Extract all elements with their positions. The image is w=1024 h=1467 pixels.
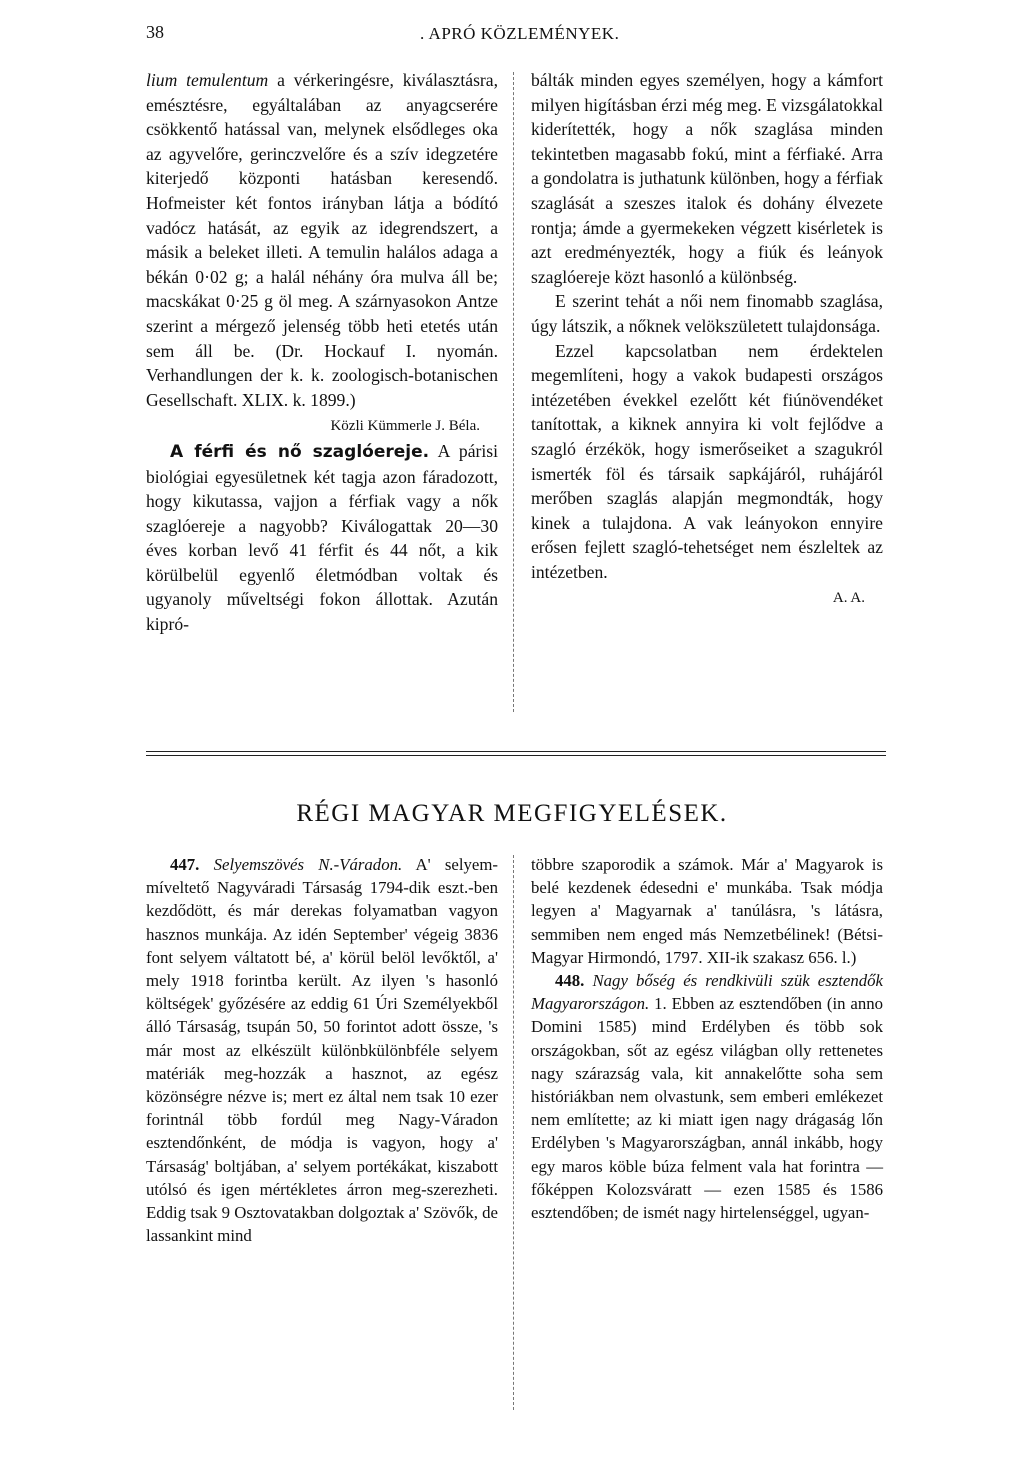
bottom-left-column [146, 853, 498, 1247]
signature: Közli Kümmerle J. Béla. [330, 418, 480, 435]
paragraph: bálták minden egyes személyen, hogy a kámfort milyen higításban érzi még meg. E vizsgálatokkal kiderítették, hogy a nők szaglása minden tekintetben magasabb fokú, mint a férfiaké. Arra a gondolatra is juthatunk különben, hogy a férfiak szaglását a szeszes italok és dohány élvezete rontja; ámde a gyermekeken végzett kisérletek is azt eredményezték, hogy a fiúk és leányok szaglóereje közt hasonló a különbség. [531, 70, 883, 287]
entry-text: A' selyem-míveltető Nagyváradi Társaság 1794-dik eszt.-ben kezdődött, és már derekas folyamatban vagyon hasznos munkája. Az idén September' végeig 3836 font selyem váltatott bé, a' körül belöl levőktől, a' mely 1918 forintba került. Az ilyen 's hasonló költségek' győzésére az eddig 61 Úri Személyekből álló Társaság, tsupán 50, 50 forintot adott össze, 's már most az elkészült különbkülönbféle selyem matériák meg-hozzák a hasznot, az egész közönségre nézve is; mert ez által nem tsak 10 ezer forintnál több fordúl meg Nagy-Váradon esztendőnként, de módja is vagyon, hogy a' Társaság' boltjában, a' selyem portékákat, kiszabott utólsó és igen mértékletes árron meg-szerezheti. Eddig tsak 9 Osztovatakban dolgoztak a' Szövők, de lassankint mind [146, 855, 498, 1246]
paragraph-text: a vérkeringésre, kiválasztásra, emésztésre, egyáltalában az anyagcserére csökkentő hatással van, melynek elsődleges oka az agyvelőre, gerinczvelőre és a szív idegzetére kiterjedő központi hatásban keresendő. Hofmeister két fontos irányban látja a bódító vadócz hatását, az egyik az idegrendszert, a másik a beleket illeti. A temulin halálos adaga a békán 0·02 g; a halál néhány óra mulva áll be; macskákat 0·25 g öl meg. A szárnyasokon Antze szerint a mérgező jelenség több heti etetés után sem áll be. (Dr. Hockauf I. nyomán. Verhandlungen der k. k. zoologisch-botanischen Gesellschaft. XLIX. k. 1899.) [146, 70, 498, 410]
italic-term: lium temulentum [146, 70, 269, 90]
running-head: . APRÓ KÖZLEMÉNYEK. [420, 24, 620, 43]
section-rule [146, 751, 886, 752]
article-title: A férfi és nő szaglóereje. [170, 441, 430, 462]
paragraph: E szerint tehát a női nem finomabb szaglása, úgy látszik, a nőknek velökszületett tulajdonsága. [531, 291, 883, 336]
entry-text: 1. Ebben az esztendőben (in anno Domini 1585) mind Erdélyben és több sok országokban, sőt az egész világban olly rettenetes nagy szárazság vala, kit annakelőtte soha sem históriákban nem olvastunk, sem emberi emlékezet nem említette; az ki miatt igen nagy drágaság lőn Erdélyben 's Magyarországban, annál inkább, hogy egy maros köble búza felment vala hat forintra — főképpen Kolozsváratt — ezen 1585 és 1586 esztendőben; de ismét nagy hirtelenséggel, ugyan- [531, 994, 883, 1223]
paragraph: Ezzel kapcsolatban nem érdektelen megemlíteni, hogy a vakok budapesti országos intézetében évekkel ezelőtt két fiúnövendéket tanítottak, a kiknek annyira ki volt fejlődve a szagló érzékök, hogy ismerőseiket a szagukról ismerték föl és társaik sapkájáról, ruhájáról merőben szaglás alapján megmondták, hogy kinek a tulajdona. A vak leányokon ennyire erősen fejlett szagló-tehetséget nem észleltek az intézetben. [531, 340, 883, 582]
entry-447 [146, 853, 498, 1247]
top-left-column [146, 68, 498, 637]
signature: A. A. [832, 590, 865, 607]
paragraph [146, 439, 498, 637]
entry-448 [531, 969, 883, 1224]
paragraph [146, 68, 498, 412]
section-rule [146, 755, 886, 756]
paragraph: többre szaporodik a számok. Már a' Magyarok is belé kezdenek édesedni e' munkába. Tsak módja legyen a' Magyarnak a' tanúlásra, 's látásra, semmiben nem enged más Nemzetbélinek! (Bétsi-Magyar Hirmondó, 1797. XII-ik szakasz 656. l.) [531, 855, 883, 967]
column-divider [513, 72, 515, 712]
bottom-right-column [531, 853, 883, 1224]
entry-number: 447. [170, 855, 200, 874]
paragraph-text: A párisi biológiai egyesületnek két tagja azon fáradozott, hogy kikutassa, vajjon a férfiak vagy a nők szaglóereje a nagyobb? Kiválogattak 20—30 éves korban levő 41 férfit és 44 nőt, a kik körülbelül egyenlő életmódban voltak és ugyanoly műveltségi fokon állottak. Azután kipró- [146, 440, 498, 635]
page-number: 38 [146, 22, 164, 42]
top-right-column [531, 68, 883, 611]
entry-title: Selyemszövés N.-Váradon. [213, 855, 403, 874]
column-divider [513, 855, 515, 1410]
entry-title: Nagy bőség és rendkivüli szük esztendők Magyarországon. [531, 971, 883, 1014]
section-title: RÉGI MAGYAR MEGFIGYELÉSEK. [296, 800, 728, 827]
entry-number: 448. [555, 971, 585, 991]
